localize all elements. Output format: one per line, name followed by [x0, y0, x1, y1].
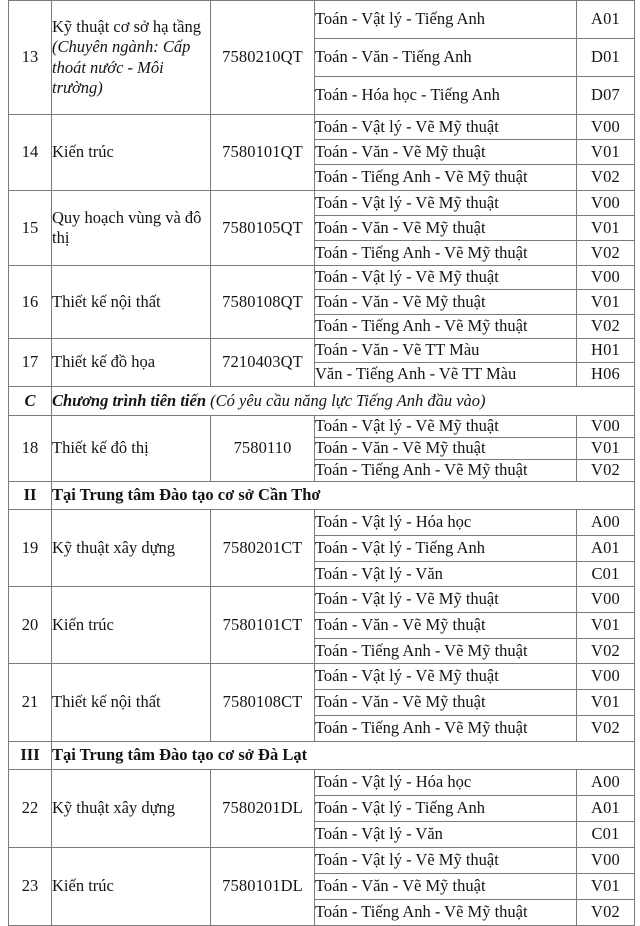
subject-combination-cell: Toán - Văn - Vẽ Mỹ thuật	[315, 690, 577, 716]
subject-combination-cell: Toán - Văn - Vẽ TT Màu	[315, 339, 577, 363]
subject-combination-cell: Toán - Hóa học - Tiếng Anh	[315, 77, 577, 115]
program-name: Kỹ thuật xây dựng	[52, 537, 176, 557]
subject-combination-cell: Toán - Văn - Vẽ Mỹ thuật	[315, 216, 577, 241]
admission-program-table	[8, 0, 635, 926]
row-index-cell: 14	[9, 115, 52, 191]
combination-code-cell: H06	[577, 363, 635, 387]
program-code-cell: 7580108CT	[211, 664, 315, 742]
row-index-cell: 19	[9, 510, 52, 587]
table-row	[9, 416, 635, 438]
subject-combination-cell: Toán - Vật lý - Vẽ Mỹ thuật	[315, 664, 577, 690]
table-row	[9, 1, 635, 39]
program-name: Kiến trúc	[52, 614, 114, 634]
program-name: Quy hoạch vùng và đô thị	[52, 207, 202, 247]
combination-code-cell: V02	[577, 165, 635, 191]
program-code-cell: 7580210QT	[211, 1, 315, 115]
program-code-cell: 7580101QT	[211, 115, 315, 191]
section-title	[52, 482, 635, 510]
program-name-cell	[52, 416, 211, 482]
section-title-main: Chương trình tiên tiến	[52, 390, 207, 410]
combination-code-cell: V00	[577, 115, 635, 140]
subject-combination-cell: Toán - Văn - Vẽ Mỹ thuật	[315, 290, 577, 315]
subject-combination-cell: Toán - Tiếng Anh - Vẽ Mỹ thuật	[315, 639, 577, 664]
row-index-cell: 20	[9, 587, 52, 664]
row-index-cell: 18	[9, 416, 52, 482]
combination-code-cell: V01	[577, 438, 635, 460]
combination-code-cell: C01	[577, 822, 635, 848]
section-header-row	[9, 387, 635, 416]
subject-combination-cell: Toán - Văn - Tiếng Anh	[315, 39, 577, 77]
combination-code-cell: A01	[577, 1, 635, 39]
section-header-row	[9, 742, 635, 770]
program-code-cell: 7580201DL	[211, 770, 315, 848]
section-key: III	[9, 742, 52, 770]
combination-code-cell: V00	[577, 587, 635, 613]
section-title	[52, 742, 635, 770]
combination-code-cell: V00	[577, 848, 635, 874]
combination-code-cell: V01	[577, 613, 635, 639]
subject-combination-cell: Toán - Vật lý - Vẽ Mỹ thuật	[315, 416, 577, 438]
program-name: Kỹ thuật cơ sở hạ tầng	[52, 17, 201, 37]
row-index-cell: 13	[9, 1, 52, 115]
section-title-main: Tại Trung tâm Đào tạo cơ sở Đà Lạt	[52, 745, 308, 765]
table-row	[9, 848, 635, 874]
table-row	[9, 587, 635, 613]
combination-code-cell: C01	[577, 562, 635, 587]
subject-combination-cell: Toán - Vật lý - Văn	[315, 562, 577, 587]
subject-combination-cell: Toán - Tiếng Anh - Vẽ Mỹ thuật	[315, 716, 577, 742]
program-name-cell	[52, 510, 211, 587]
combination-code-cell: A01	[577, 536, 635, 562]
program-name-cell	[52, 587, 211, 664]
subject-combination-cell: Toán - Vật lý - Hóa học	[315, 770, 577, 796]
section-title-main: Tại Trung tâm Đào tạo cơ sở Cần Thơ	[52, 485, 321, 505]
subject-combination-cell: Toán - Vật lý - Vẽ Mỹ thuật	[315, 266, 577, 290]
subject-combination-cell: Toán - Tiếng Anh - Vẽ Mỹ thuật	[315, 315, 577, 339]
table-row	[9, 664, 635, 690]
program-name: Thiết kế đô thị	[52, 438, 149, 458]
subject-combination-cell: Toán - Vật lý - Vẽ Mỹ thuật	[315, 115, 577, 140]
subject-combination-cell: Toán - Tiếng Anh - Vẽ Mỹ thuật	[315, 241, 577, 266]
program-code-cell: 7580201CT	[211, 510, 315, 587]
table-row	[9, 510, 635, 536]
combination-code-cell: V00	[577, 266, 635, 290]
table-row	[9, 115, 635, 140]
combination-code-cell: V02	[577, 241, 635, 266]
section-key: C	[9, 387, 52, 416]
subject-combination-cell: Toán - Vật lý - Tiếng Anh	[315, 1, 577, 39]
row-index-cell: 23	[9, 848, 52, 926]
program-name: Kiến trúc	[52, 142, 114, 162]
program-name: Kỹ thuật xây dựng	[52, 798, 176, 818]
subject-combination-cell: Toán - Vật lý - Vẽ Mỹ thuật	[315, 587, 577, 613]
subject-combination-cell: Toán - Văn - Vẽ Mỹ thuật	[315, 613, 577, 639]
row-index-cell: 17	[9, 339, 52, 387]
program-name-cell	[52, 191, 211, 266]
program-code-cell: 7580110	[211, 416, 315, 482]
program-name: Kiến trúc	[52, 876, 114, 896]
combination-code-cell: A00	[577, 510, 635, 536]
combination-code-cell: A00	[577, 770, 635, 796]
row-index-cell: 22	[9, 770, 52, 848]
combination-code-cell: V02	[577, 900, 635, 926]
row-index-cell: 21	[9, 664, 52, 742]
program-name-cell	[52, 115, 211, 191]
combination-code-cell: V02	[577, 639, 635, 664]
program-code-cell: 7580101DL	[211, 848, 315, 926]
program-code-cell: 7210403QT	[211, 339, 315, 387]
combination-code-cell: V01	[577, 690, 635, 716]
subject-combination-cell: Toán - Tiếng Anh - Vẽ Mỹ thuật	[315, 900, 577, 926]
subject-combination-cell: Toán - Vật lý - Tiếng Anh	[315, 796, 577, 822]
program-specialization: (Chuyên ngành: Cấp thoát nước - Môi trường)	[52, 37, 191, 97]
subject-combination-cell: Toán - Vật lý - Vẽ Mỹ thuật	[315, 848, 577, 874]
combination-code-cell: V01	[577, 874, 635, 900]
subject-combination-cell: Toán - Văn - Vẽ Mỹ thuật	[315, 438, 577, 460]
program-name-cell	[52, 770, 211, 848]
program-code-cell: 7580108QT	[211, 266, 315, 339]
table-row	[9, 266, 635, 290]
program-name-cell	[52, 1, 211, 115]
table-row	[9, 339, 635, 363]
program-name-cell	[52, 848, 211, 926]
section-title-note: (Có yêu cầu năng lực Tiếng Anh đầu vào)	[206, 390, 486, 410]
combination-code-cell: V01	[577, 290, 635, 315]
section-key: II	[9, 482, 52, 510]
table-row	[9, 770, 635, 796]
program-name: Thiết kế đồ họa	[52, 352, 156, 372]
combination-code-cell: D07	[577, 77, 635, 115]
combination-code-cell: V02	[577, 315, 635, 339]
combination-code-cell: V00	[577, 191, 635, 216]
combination-code-cell: V01	[577, 140, 635, 165]
subject-combination-cell: Toán - Văn - Vẽ Mỹ thuật	[315, 140, 577, 165]
combination-code-cell: V00	[577, 664, 635, 690]
row-index-cell: 16	[9, 266, 52, 339]
combination-code-cell: H01	[577, 339, 635, 363]
program-name: Thiết kế nội thất	[52, 291, 161, 311]
row-index-cell: 15	[9, 191, 52, 266]
program-name-cell	[52, 339, 211, 387]
subject-combination-cell: Toán - Tiếng Anh - Vẽ Mỹ thuật	[315, 460, 577, 482]
combination-code-cell: V02	[577, 460, 635, 482]
program-name-cell	[52, 664, 211, 742]
subject-combination-cell: Toán - Vật lý - Tiếng Anh	[315, 536, 577, 562]
subject-combination-cell: Toán - Văn - Vẽ Mỹ thuật	[315, 874, 577, 900]
section-header-row	[9, 482, 635, 510]
combination-code-cell: V02	[577, 716, 635, 742]
combination-code-cell: D01	[577, 39, 635, 77]
section-title	[52, 387, 635, 416]
combination-code-cell: V00	[577, 416, 635, 438]
program-code-cell: 7580105QT	[211, 191, 315, 266]
subject-combination-cell: Toán - Vật lý - Văn	[315, 822, 577, 848]
subject-combination-cell: Toán - Vật lý - Hóa học	[315, 510, 577, 536]
program-code-cell: 7580101CT	[211, 587, 315, 664]
combination-code-cell: A01	[577, 796, 635, 822]
subject-combination-cell: Văn - Tiếng Anh - Vẽ TT Màu	[315, 363, 577, 387]
combination-code-cell: V01	[577, 216, 635, 241]
table-row	[9, 191, 635, 216]
subject-combination-cell: Toán - Vật lý - Vẽ Mỹ thuật	[315, 191, 577, 216]
program-name: Thiết kế nội thất	[52, 692, 161, 712]
program-name-cell	[52, 266, 211, 339]
subject-combination-cell: Toán - Tiếng Anh - Vẽ Mỹ thuật	[315, 165, 577, 191]
